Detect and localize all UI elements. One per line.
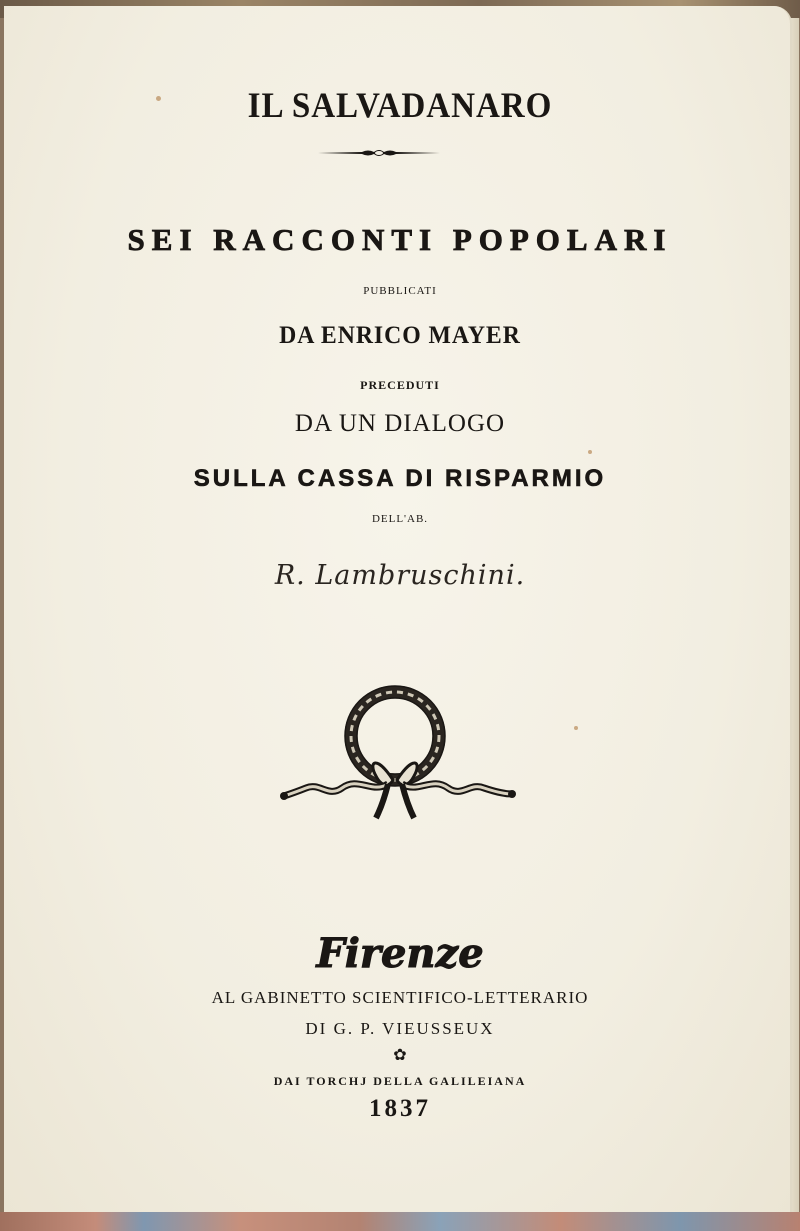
dialogue-author: R. Lambruschini. [274, 560, 526, 591]
publication-year: 1837 [369, 1095, 431, 1122]
book-subtitle: SEI RACCONTI POPOLARI [127, 222, 673, 257]
book-binding-bottom [0, 1212, 800, 1231]
author-line: DA ENRICO MAYER [279, 322, 521, 349]
dialogue-line: DA UN DIALOGO [294, 410, 506, 437]
dialogue-topic: SULLA CASSA DI RISPARMIO [193, 465, 607, 492]
publisher-line-1: AL GABINETTO SCIENTIFICO-LETTERARIO [211, 988, 589, 1007]
foxing-spot [588, 450, 592, 454]
foxing-spot [574, 726, 578, 730]
preceded-label: PRECEDUTI [360, 378, 440, 392]
printer-line: DAI TORCHJ DELLA GALILEIANA [273, 1074, 527, 1088]
imprint-city: Firenze [316, 930, 484, 977]
book-title: IL SALVADANARO [247, 85, 553, 125]
publisher-line-2: DI G. P. VIEUSSEUX [305, 1019, 495, 1038]
published-label: PUBBLICATI [363, 285, 437, 297]
wreath-ornament-icon [276, 684, 522, 830]
by-label: DELL'AB. [371, 513, 429, 525]
flower-ornament-icon: ✿ [393, 1045, 407, 1064]
ornamental-rule-icon [318, 148, 440, 158]
